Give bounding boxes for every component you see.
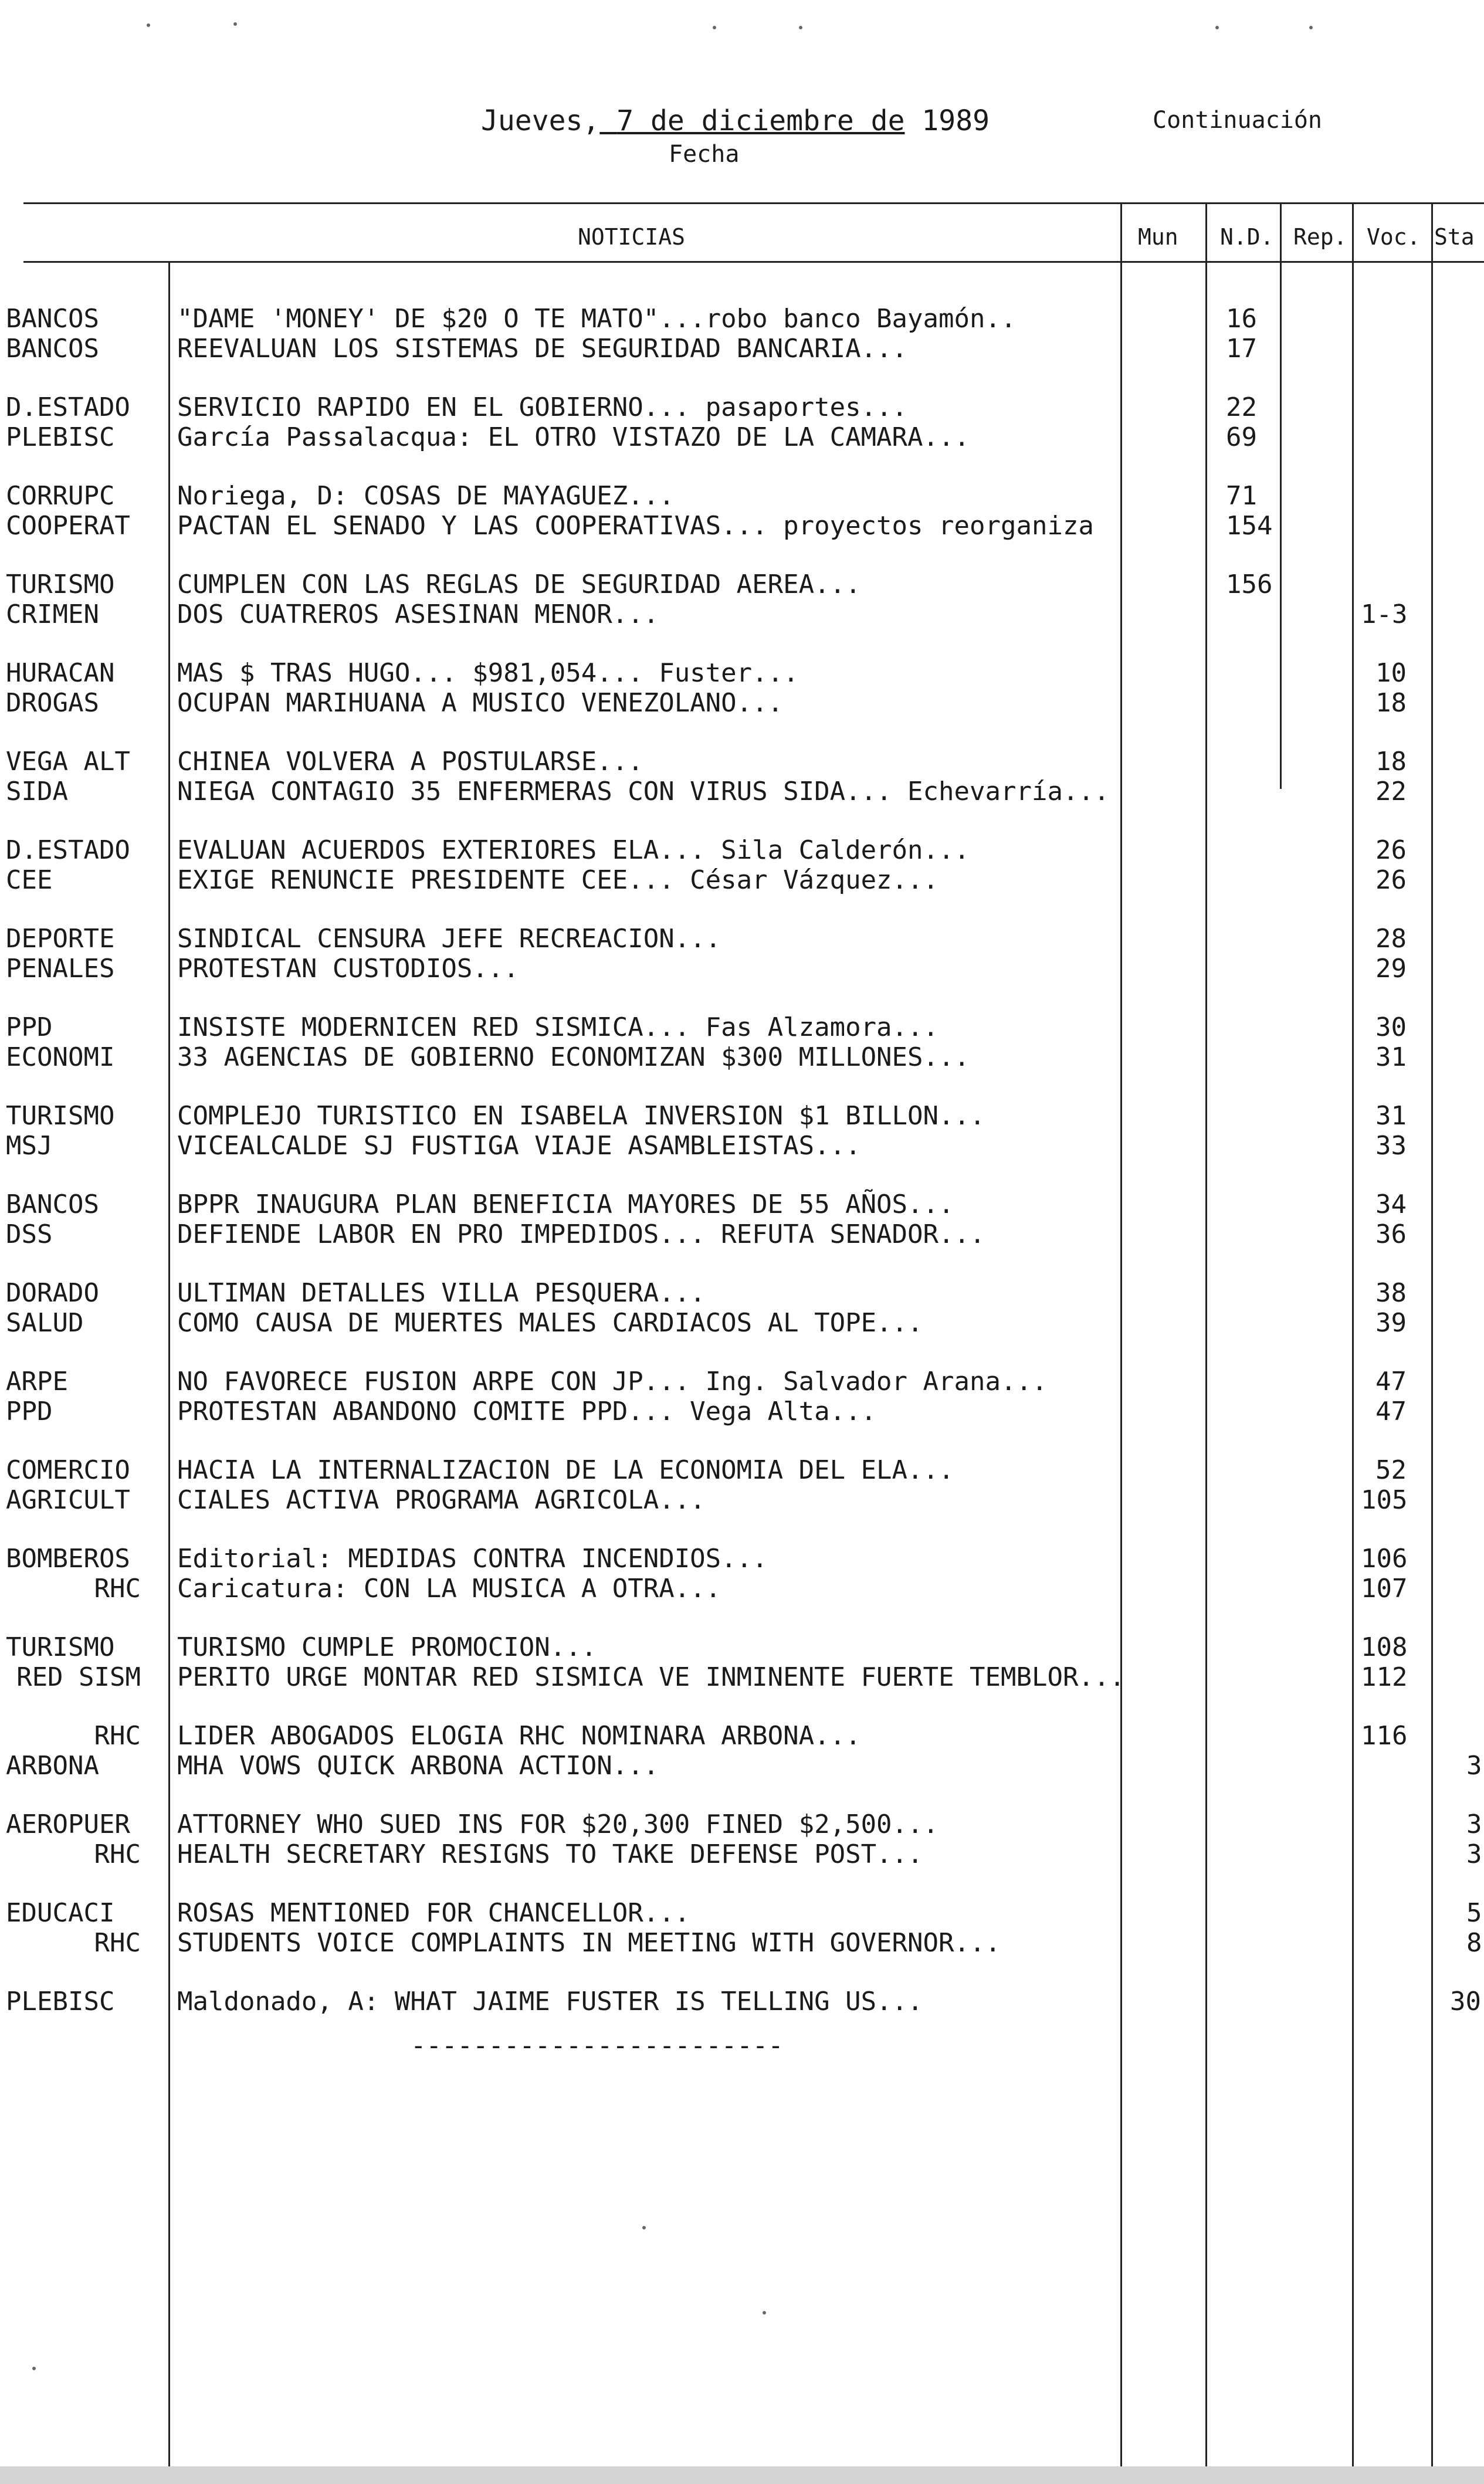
row-category: BANCOS [6,304,99,334]
scan-speck [763,2311,766,2314]
row-headline: Editorial: MEDIDAS CONTRA INCENDIOS... [177,1544,768,1574]
row-headline: COMO CAUSA DE MUERTES MALES CARDIACOS AL TOPE... [177,1308,923,1338]
row-headline: PERITO URGE MONTAR RED SISMICA VE INMINENTE FUERTE TEMBLOR... [177,1662,1125,1692]
row-voc-page: 28 [1375,924,1407,954]
row-headline: NO FAVORECE FUSION ARPE CON JP... Ing. Salvador Arana... [177,1367,1048,1397]
row-category: D.ESTADO [6,392,130,422]
row-headline: BPPR INAUGURA PLAN BENEFICIA MAYORES DE 55 AÑOS... [177,1190,954,1219]
row-nd-page: 154 [1226,511,1273,541]
header-date: 7 de diciembre de [616,104,905,137]
row-headline: TURISMO CUMPLE PROMOCION... [177,1632,597,1662]
row-sta-page: 30 [1450,1987,1481,2017]
row-category: TURISMO [6,570,115,599]
row-category: COOPERAT [6,511,130,541]
row-category: DORADO [6,1278,99,1308]
row-voc-page: 36 [1375,1219,1407,1249]
col-rule-nd [1205,202,1207,2466]
row-voc-page: 38 [1375,1278,1407,1308]
row-voc-page: 1-3 [1361,599,1408,629]
row-category: TURISMO [6,1101,115,1131]
row-voc-page: 33 [1375,1131,1407,1161]
row-headline: DOS CUATREROS ASESINAN MENOR... [177,599,659,629]
row-headline: NIEGA CONTAGIO 35 ENFERMERAS CON VIRUS SIDA... Echevarría... [177,777,1110,806]
row-headline: MHA VOWS QUICK ARBONA ACTION... [177,1751,659,1781]
row-voc-page: 18 [1375,688,1407,718]
row-category: SALUD [6,1308,84,1338]
row-sta-page: 3 [1466,1809,1482,1839]
row-voc-page: 29 [1375,954,1407,984]
row-category: RHC [94,1839,141,1869]
scan-speck [147,23,150,27]
header-day: Jueves, [481,104,600,137]
row-headline: HEALTH SECRETARY RESIGNS TO TAKE DEFENSE POST... [177,1839,923,1869]
row-sta-page: 8 [1466,1928,1482,1958]
row-voc-page: 112 [1361,1662,1408,1692]
row-headline: CUMPLEN CON LAS REGLAS DE SEGURIDAD AEREA... [177,570,861,599]
row-headline: LIDER ABOGADOS ELOGIA RHC NOMINARA ARBONA... [177,1721,861,1751]
row-sta-page: 3 [1466,1751,1482,1781]
row-headline: Caricatura: CON LA MUSICA A OTRA... [177,1574,721,1604]
row-category: BANCOS [6,334,99,364]
row-headline: ROSAS MENTIONED FOR CHANCELLOR... [177,1898,690,1928]
row-voc-page: 47 [1375,1397,1407,1426]
header-date-line [481,104,990,137]
row-category: BOMBEROS [6,1544,130,1574]
row-headline: COMPLEJO TURISTICO EN ISABELA INVERSION $1 BILLON... [177,1101,985,1131]
row-headline: OCUPAN MARIHUANA A MUSICO VENEZOLANO... [177,688,784,718]
row-headline: DEFIENDE LABOR EN PRO IMPEDIDOS... REFUTA SENADOR... [177,1219,985,1249]
row-headline: EVALUAN ACUERDOS EXTERIORES ELA... Sila Calderón... [177,835,970,865]
row-category: PPD [6,1012,53,1042]
row-category: HURACAN [6,658,115,688]
row-category: RHC [94,1721,141,1751]
row-category: RED SISM [16,1662,141,1692]
row-voc-page: 34 [1375,1190,1407,1219]
row-category: AEROPUER [6,1809,130,1839]
scan-bottom-edge [0,2466,1484,2484]
row-nd-page: 156 [1226,570,1273,599]
row-nd-page: 17 [1226,334,1257,364]
row-headline: SERVICIO RAPIDO EN EL GOBIERNO... pasaportes... [177,392,908,422]
row-voc-page: 31 [1375,1101,1407,1131]
row-headline: INSISTE MODERNICEN RED SISMICA... Fas Alzamora... [177,1012,939,1042]
row-sta-page: 3 [1466,1839,1482,1869]
row-category: ARBONA [6,1751,99,1781]
row-headline: García Passalacqua: EL OTRO VISTAZO DE LA CAMARA... [177,422,970,452]
row-headline: PROTESTAN CUSTODIOS... [177,954,519,984]
scan-speck [799,26,802,29]
row-headline: PROTESTAN ABANDONO COMITE PPD... Vega Alta... [177,1397,877,1426]
row-category: ECONOMI [6,1042,115,1072]
row-category: TURISMO [6,1632,115,1662]
row-category: RHC [94,1574,141,1604]
row-voc-page: 39 [1375,1308,1407,1338]
row-category: DEPORTE [6,924,115,954]
row-category: DSS [6,1219,53,1249]
col-rule-rep [1280,202,1282,789]
row-headline: 33 AGENCIAS DE GOBIERNO ECONOMIZAN $300 MILLONES... [177,1042,970,1072]
col-noticias: NOTICIAS [578,224,686,250]
row-category: PPD [6,1397,53,1426]
col-rule-category [168,261,170,2466]
row-voc-page: 52 [1375,1455,1407,1485]
scan-speck [713,26,716,29]
row-headline: CIALES ACTIVA PROGRAMA AGRICOLA... [177,1485,706,1515]
col-mun: Mun [1138,224,1178,250]
row-voc-page: 30 [1375,1012,1407,1042]
row-category: RHC [94,1928,141,1958]
row-voc-page: 105 [1361,1485,1408,1515]
row-voc-page: 108 [1361,1632,1408,1662]
row-headline: Noriega, D: COSAS DE MAYAGUEZ... [177,481,675,511]
row-category: CEE [6,865,53,895]
col-rule-sta [1431,202,1433,2466]
row-sta-page: 5 [1466,1898,1482,1928]
row-category: SIDA [6,777,68,806]
table-top-rule [23,202,1484,204]
row-headline: "DAME 'MONEY' DE $20 O TE MATO"...robo banco Bayamón.. [177,304,1017,334]
scan-speck [32,2367,36,2370]
row-voc-page: 18 [1375,747,1407,777]
header-continuation: Continuación [1153,107,1322,134]
row-nd-page: 71 [1226,481,1257,511]
row-voc-page: 47 [1375,1367,1407,1397]
row-category: VEGA ALT [6,747,130,777]
row-headline: EXIGE RENUNCIE PRESIDENTE CEE... César Vázquez... [177,865,939,895]
row-category: EDUCACI [6,1898,115,1928]
row-headline: Maldonado, A: WHAT JAIME FUSTER IS TELLING US... [177,1987,923,2017]
header-year: 1989 [921,104,990,137]
row-nd-page: 16 [1226,304,1257,334]
row-category: COMERCIO [6,1455,130,1485]
row-category: BANCOS [6,1190,99,1219]
scan-speck [1215,26,1219,29]
row-nd-page: 22 [1226,392,1257,422]
row-category: PLEBISC [6,1987,115,2017]
row-voc-page: 116 [1361,1721,1408,1751]
row-category: MSJ [6,1131,53,1161]
col-voc: Voc. [1367,224,1421,250]
row-category: AGRICULT [6,1485,130,1515]
col-rep: Rep. [1293,224,1347,250]
row-headline: SINDICAL CENSURA JEFE RECREACION... [177,924,721,954]
row-category: PLEBISC [6,422,115,452]
table-header-bottom-rule [23,261,1484,263]
row-headline: HACIA LA INTERNALIZACION DE LA ECONOMIA DEL ELA... [177,1455,954,1485]
row-voc-page: 31 [1375,1042,1407,1072]
row-nd-page: 69 [1226,422,1257,452]
row-voc-page: 106 [1361,1544,1408,1574]
row-voc-page: 22 [1375,777,1407,806]
col-rule-mun [1120,202,1122,2466]
end-dashes: ------------------------ [411,2031,784,2061]
row-headline: ATTORNEY WHO SUED INS FOR $20,300 FINED $2,500... [177,1809,939,1839]
row-voc-page: 26 [1375,835,1407,865]
row-headline: CHINEA VOLVERA A POSTULARSE... [177,747,643,777]
row-headline: STUDENTS VOICE COMPLAINTS IN MEETING WITH GOVERNOR... [177,1928,1001,1958]
scan-speck [642,2226,646,2229]
row-category: ARPE [6,1367,68,1397]
col-rule-voc [1352,202,1354,2466]
row-voc-page: 107 [1361,1574,1408,1604]
row-headline: REEVALUAN LOS SISTEMAS DE SEGURIDAD BANCARIA... [177,334,908,364]
row-category: CRIMEN [6,599,99,629]
row-category: CORRUPC [6,481,115,511]
row-headline: MAS $ TRAS HUGO... $981,054... Fuster... [177,658,799,688]
col-sta: Sta [1434,224,1475,250]
row-voc-page: 26 [1375,865,1407,895]
row-category: D.ESTADO [6,835,130,865]
row-headline: ULTIMAN DETALLES VILLA PESQUERA... [177,1278,706,1308]
scan-speck [233,22,237,26]
row-voc-page: 10 [1375,658,1407,688]
col-nd: N.D. [1220,224,1274,250]
row-category: PENALES [6,954,115,984]
row-category: DROGAS [6,688,99,718]
scan-speck [1309,26,1313,29]
row-headline: VICEALCALDE SJ FUSTIGA VIAJE ASAMBLEISTAS... [177,1131,861,1161]
row-headline: PACTAN EL SENADO Y LAS COOPERATIVAS... proyectos reorganiza [177,511,1094,541]
header-fecha-label: Fecha [669,141,740,168]
